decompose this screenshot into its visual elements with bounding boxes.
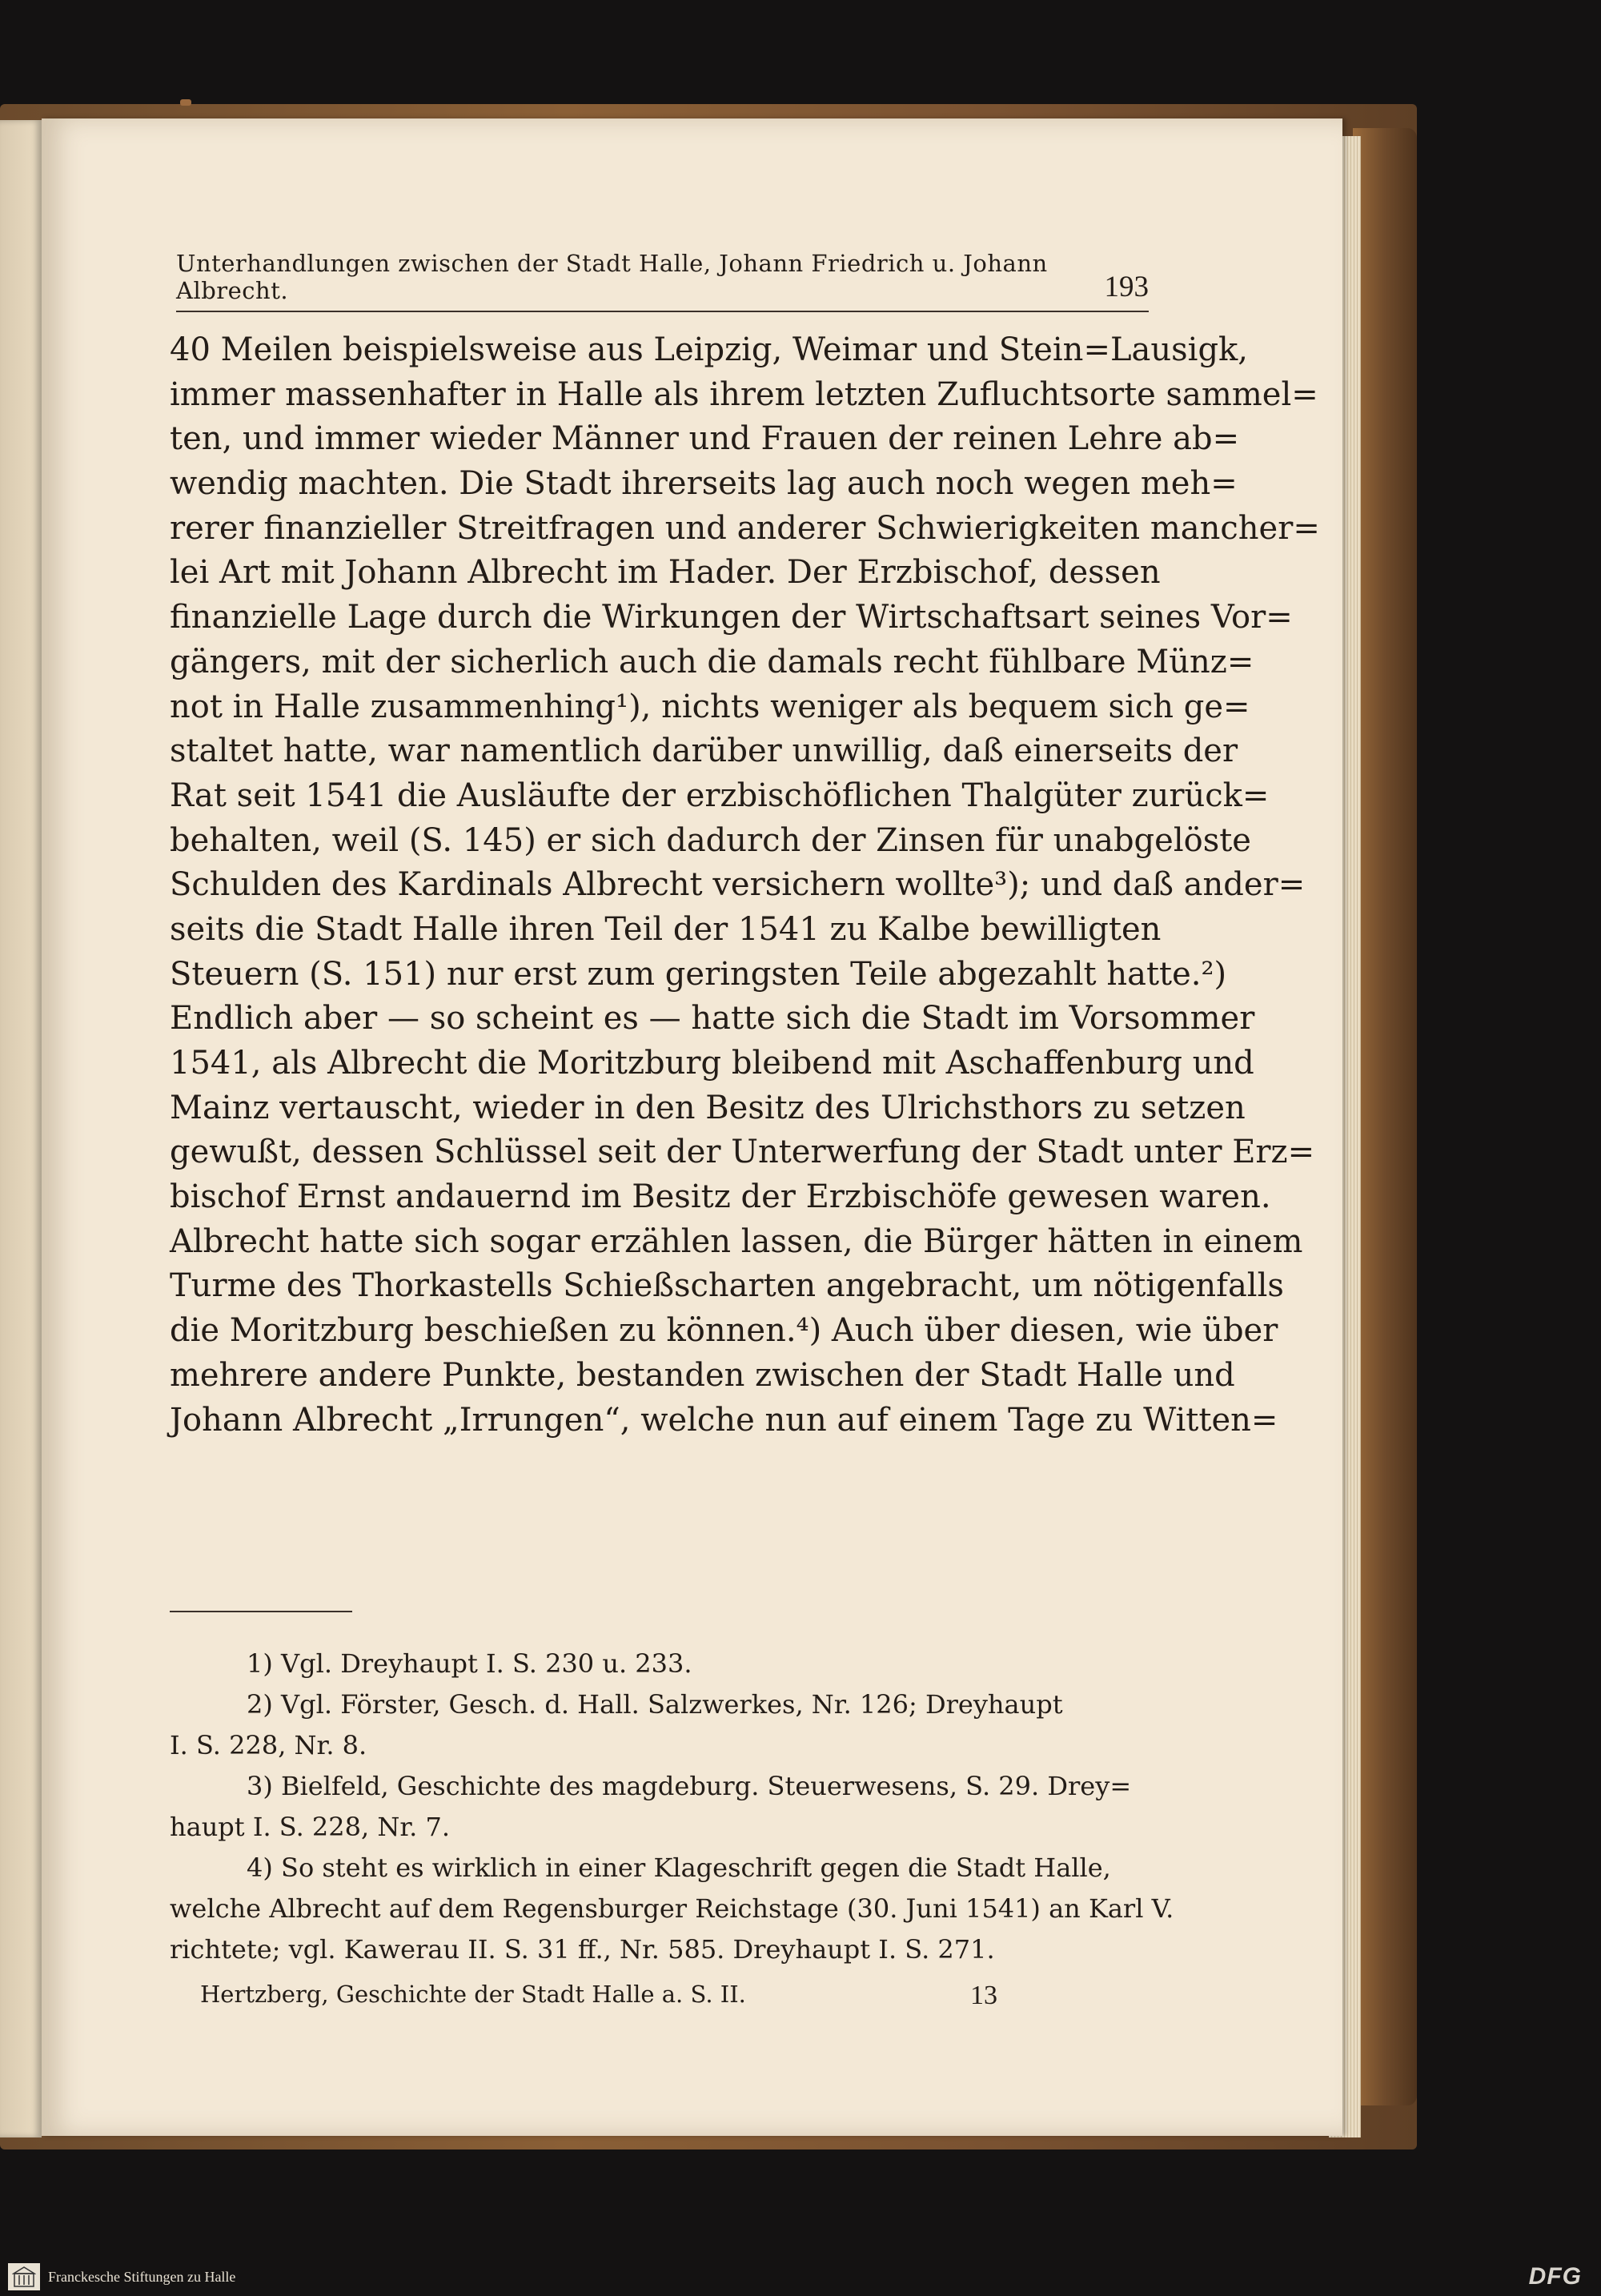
footnote [170,1766,1154,1848]
body-line: bischof Ernst andauernd im Besitz der Erzbischöfe gewesen waren. [170,1178,1271,1216]
footnote-line: 3) Bielfeld, Geschichte des magdeburg. Steuerwesens, S. 29. Drey= [247,1771,1132,1801]
running-head [176,250,1149,312]
footnote-line: I. S. 228, Nr. 8. [170,1730,367,1760]
body-line: mehrere andere Punkte, bestanden zwischen der Stadt Halle und [170,1356,1235,1394]
body-line: wendig machten. Die Stadt ihrerseits lag auch noch wegen meh= [170,465,1238,503]
viewer-footer-bar [0,2258,1601,2296]
body-line: gängers, mit der sicherlich auch die damals recht fühlbare Münz= [170,643,1254,680]
footnote-line: 1) Vgl. Dreyhaupt I. S. 230 u. 233. [247,1648,692,1679]
footnote-rule [170,1611,352,1612]
running-head-title: Unterhandlungen zwischen der Stadt Halle, Johann Friedrich u. Johann Albrecht. [176,250,1048,304]
body-line: 40 Meilen beispielsweise aus Leipzig, Weimar und Stein=Lausigk, [170,331,1249,368]
body-line: Mainz vertauscht, wieder in den Besitz des Ulrichsthors zu setzen [170,1089,1246,1126]
footnote [170,1644,1154,1684]
body-line: ten, und immer wieder Männer und Frauen der reinen Lehre ab= [170,420,1240,458]
left-page-edge [0,120,42,2137]
body-line: immer massenhafter in Halle als ihrem letzten Zufluchtsorte sammel= [170,375,1318,413]
body-line: Schulden des Kardinals Albrecht versichern wollte³); und daß ander= [170,866,1306,904]
body-line: Rat seit 1541 die Ausläufte der erzbischöflichen Thalgüter zurück= [170,777,1270,814]
body-line: not in Halle zusammenhing¹), nichts weniger als bequem sich ge= [170,688,1250,725]
footnote [170,1848,1174,1970]
body-line: Johann Albrecht „Irrungen“, welche nun auf einem Tage zu Witten= [170,1401,1278,1439]
institution-emblem-icon [8,2263,40,2290]
footnotes [170,1644,1174,1970]
institution-name: Franckesche Stiftungen zu Halle [48,2268,236,2285]
signature-number: 13 [970,1981,997,2010]
footnote-line: welche Albrecht auf dem Regensburger Reichstage (30. Juni 1541) an Karl V. [170,1893,1174,1924]
footnote-line: 2) Vgl. Förster, Gesch. d. Hall. Salzwerkes, Nr. 126; Dreyhaupt [247,1689,1063,1720]
footer-left [0,2263,235,2290]
body-line: staltet hatte, war namentlich darüber unwillig, daß einerseits der [170,733,1238,770]
body-line: Turme des Thorkastells Schießscharten angebracht, um nötigenfalls [170,1267,1284,1305]
body-line: Steuern (S. 151) nur erst zum geringsten Teile abgezahlt hatte.²) [170,955,1227,993]
body-line: behalten, weil (S. 145) er sich dadurch der Zinsen für unabgelöste [170,821,1251,859]
body-line: finanzielle Lage durch die Wirkungen der Wirtschaftsart seines Vor= [170,599,1293,636]
footnote [170,1684,1154,1766]
footnote-line: 4) So steht es wirklich in einer Klageschrift gegen die Stadt Halle, [247,1852,1111,1883]
signature-line [200,1981,1001,2008]
body-line: rerer finanzieller Streitfragen und anderer Schwierigkeiten mancher= [170,509,1320,547]
footnote-line: haupt I. S. 228, Nr. 7. [170,1812,450,1842]
book-spine [1353,128,1417,2105]
body-line: 1541, als Albrecht die Moritzburg bleibend mit Aschaffenburg und [170,1045,1254,1082]
body-line: Endlich aber — so scheint es — hatte sich die Stadt im Vorsommer [170,1000,1255,1038]
body-line: die Moritzburg beschießen zu können.⁴) Auch über diesen, wie über [170,1312,1278,1350]
body-line: lei Art mit Johann Albrecht im Hader. Der Erzbischof, dessen [170,554,1161,592]
page-number: 193 [1104,271,1149,303]
body-text [170,328,1320,1443]
signature-text: Hertzberg, Geschichte der Stadt Halle a. S. II. [200,1981,746,2008]
footnote-line: richtete; vgl. Kawerau II. S. 31 ff., Nr. 585. Dreyhaupt I. S. 271. [170,1934,995,1965]
dfg-logo: DFG [1528,2263,1582,2290]
cover-fleck [180,99,191,106]
book-page [42,118,1342,2136]
body-line: seits die Stadt Halle ihren Teil der 1541 zu Kalbe bewilligten [170,910,1162,948]
body-line: gewußt, dessen Schlüssel seit der Unterwerfung der Stadt unter Erz= [170,1134,1315,1171]
body-line: Albrecht hatte sich sogar erzählen lassen, die Bürger hätten in einem [170,1222,1303,1260]
